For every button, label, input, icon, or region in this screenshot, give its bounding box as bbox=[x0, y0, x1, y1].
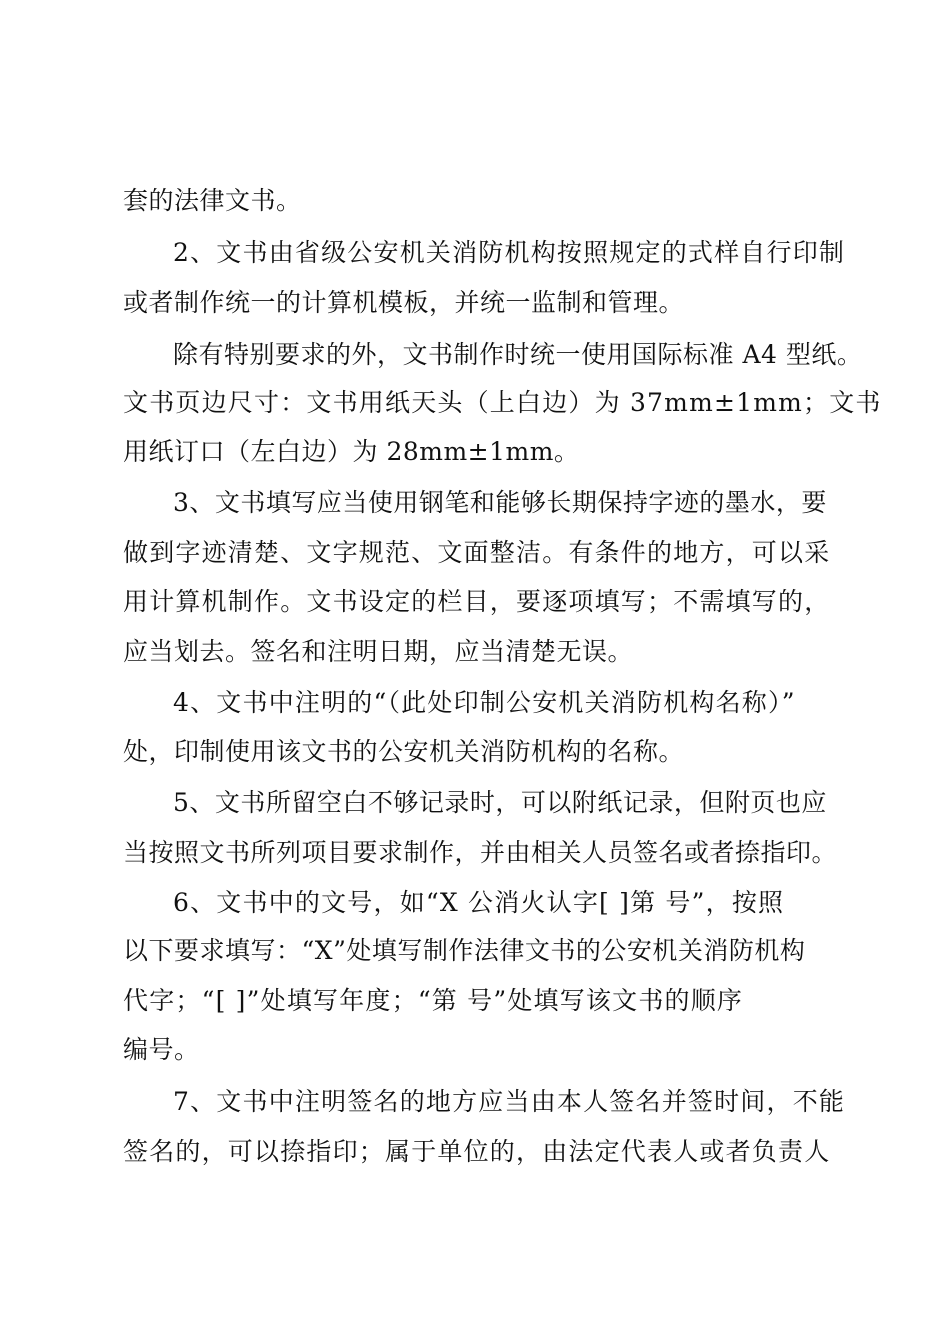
paragraph-4-start: 4、文书中注明的“（此处印制公安机关消防机构名称）” bbox=[173, 688, 796, 717]
text-line: 做到字迹清楚、文字规范、文面整洁。有条件的地方，可以采 bbox=[123, 538, 831, 567]
paragraph-7-start: 7、文书中注明签名的地方应当由本人签名并签时间，不能 bbox=[173, 1087, 846, 1116]
text-line: 用计算机制作。文书设定的栏目，要逐项填写；不需填写的， bbox=[123, 587, 831, 616]
text-line: 处，印制使用该文书的公安机关消防机构的名称。 bbox=[123, 737, 685, 766]
text-line: 当按照文书所列项目要求制作，并由相关人员签名或者捺指印。 bbox=[123, 838, 838, 867]
text-line: 除有特别要求的外，文书制作时统一使用国际标准 A4 型纸。 bbox=[173, 340, 863, 369]
text-line: 或者制作统一的计算机模板，并统一监制和管理。 bbox=[123, 288, 685, 317]
text-line: 代字；“[ ]”处填写年度；“第 号”处填写该文书的顺序 bbox=[123, 986, 744, 1015]
text-line: 以下要求填写：“X”处填写制作法律文书的公安机关消防机构 bbox=[123, 936, 806, 965]
paragraph-6-start: 6、文书中的文号，如“X 公消火认字[ ]第 号”，按照 bbox=[173, 888, 785, 917]
paragraph-3-start: 3、文书填写应当使用钢笔和能够长期保持字迹的墨水，要 bbox=[173, 488, 827, 517]
text-line: 文书页边尺寸：文书用纸天头（上白边）为 37mm±1mm；文书 bbox=[123, 388, 882, 417]
paragraph-5-start: 5、文书所留空白不够记录时，可以附纸记录，但附页也应 bbox=[173, 788, 827, 817]
text-line: 编号。 bbox=[123, 1035, 200, 1064]
paragraph-2-start: 2、文书由省级公安机关消防机构按照规定的式样自行印制 bbox=[173, 238, 846, 267]
text-line: 应当划去。签名和注明日期，应当清楚无误。 bbox=[123, 637, 634, 666]
text-line: 用纸订口（左白边）为 28mm±1mm。 bbox=[123, 437, 580, 466]
text-line: 签名的，可以捺指印；属于单位的，由法定代表人或者负责人 bbox=[123, 1137, 831, 1166]
text-line: 套的法律文书。 bbox=[123, 186, 302, 215]
